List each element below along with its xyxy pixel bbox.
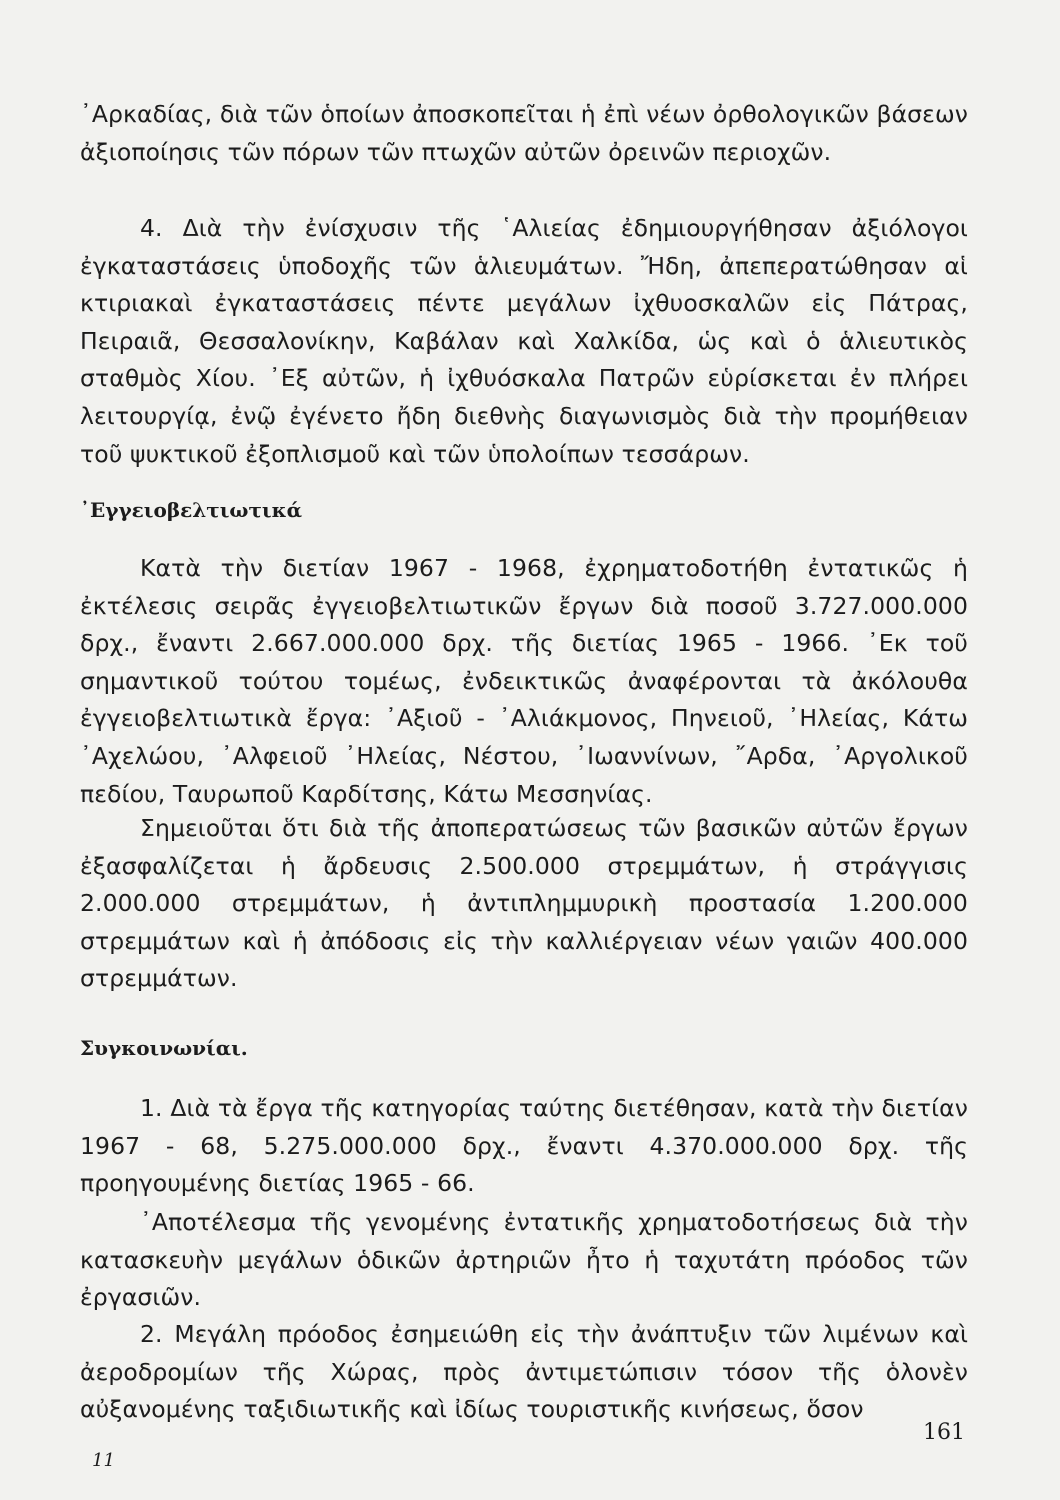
paragraph-arcadia: ᾿Αρκαδίας, διὰ τῶν ὁποίων ἀποσκοπεῖται ἡ ἐπὶ νέων ὀρθολογικῶν βάσεων ἀξιοποίησις τῶν πόρων τῶν πτωχῶν αὐτῶν ὀρεινῶν περιοχῶν. [80, 100, 968, 166]
heading-land-improvement: ᾿Εγγειοβελτιωτικά [80, 498, 302, 522]
signature-mark: 11 [92, 1450, 115, 1471]
paragraph-land-results: Σημειοῦται ὅτι διὰ τῆς ἀποπερατώσεως τῶν βασικῶν αὐτῶν ἔργων ἐξασφαλίζεται ἡ ἄρδευσις 2.500.000 στρεμμάτων, ἡ στράγγισις 2.000.000 στρεμμάτων, ἡ ἀντιπλημμυρικὴ προστασία 1.200.000 στρεμμάτων καὶ ἡ ἀπόδοσις εἰς τὴν καλλιέργειαν νέων γαιῶν 400.000 στρεμμάτων. [80, 814, 968, 993]
paragraph-fisheries: 4. Διὰ τὴν ἐνίσχυσιν τῆς ῾Αλιείας ἐδημιουργήθησαν ἀξιόλογοι ἐγκαταστάσεις ὑποδοχῆς τῶν ἁλιευμάτων. Ἤδη, ἀπεπερατώθησαν αἱ κτιριακαὶ ἐγκαταστάσεις πέντε μεγάλων ἰχθυοσκαλῶν εἰς Πάτρας, Πειραιᾶ, Θεσσαλονίκην, Καβάλαν καὶ Χαλκίδα, ὡς καὶ ὁ ἁλιευτικὸς σταθμὸς Χίου. ᾿Εξ αὐτῶν, ἡ ἰχθυόσκαλα Πατρῶν εὑρίσκεται ἐν πλήρει λειτουργίᾳ, ἐνῷ ἐγένετο ἤδη διεθνὴς διαγωνισμὸς διὰ τὴν προμήθειαν τοῦ ψυκτικοῦ ἐξοπλισμοῦ καὶ τῶν ὑπολοίπων τεσσάρων. [80, 214, 968, 468]
paragraph-land-funding: Κατὰ τὴν διετίαν 1967 - 1968, ἐχρηματοδοτήθη ἐντατικῶς ἡ ἐκτέλεσις σειρᾶς ἐγγειοβελτιωτικῶν ἔργων διὰ ποσοῦ 3.727.000.000 δρχ., ἔναντι 2.667.000.000 δρχ. τῆς διετίας 1965 - 1966. ᾿Εκ τοῦ σημαντικοῦ τούτου τομέως, ἐνδεικτικῶς ἀναφέρονται τὰ ἀκόλουθα ἐγγειοβελτιωτικὰ ἔργα: ᾿Αξιοῦ - ᾿Αλιάκμονος, Πηνειοῦ, ᾿Ηλείας, Κάτω ᾿Αχελώου, ᾿Αλφειοῦ ᾿Ηλείας, Νέστου, ᾿Ιωαννίνων, ῎Αρδα, ᾿Αργολικοῦ πεδίου, Ταυρωποῦ Καρδίτσης, Κάτω Μεσσηνίας. [80, 554, 968, 808]
heading-communications: Συγκοινωνίαι. [80, 1036, 248, 1060]
paragraph-comm-roads: ᾿Αποτέλεσμα τῆς γενομένης ἐντατικῆς χρηματοδοτήσεως διὰ τὴν κατασκευὴν μεγάλων ὁδικῶν ἀρτηριῶν ἦτο ἡ ταχυτάτη πρόοδος τῶν ἐργασιῶν. [80, 1208, 968, 1312]
page-number: 161 [923, 1420, 965, 1445]
paragraph-comm-ports: 2. Μεγάλη πρόοδος ἐσημειώθη εἰς τὴν ἀνάπτυξιν τῶν λιμένων καὶ ἀεροδρομίων τῆς Χώρας, πρὸς ἀντιμετώπισιν τόσον τῆς ὁλονὲν αὐξανομένης ταξιδιωτικῆς καὶ ἰδίως τουριστικῆς κινήσεως, ὅσον [80, 1320, 968, 1424]
paragraph-comm-funding: 1. Διὰ τὰ ἔργα τῆς κατηγορίας ταύτης διετέθησαν, κατὰ τὴν διετίαν 1967 - 68, 5.275.000.000 δρχ., ἔναντι 4.370.000.000 δρχ. τῆς προηγουμένης διετίας 1965 - 66. [80, 1094, 968, 1198]
